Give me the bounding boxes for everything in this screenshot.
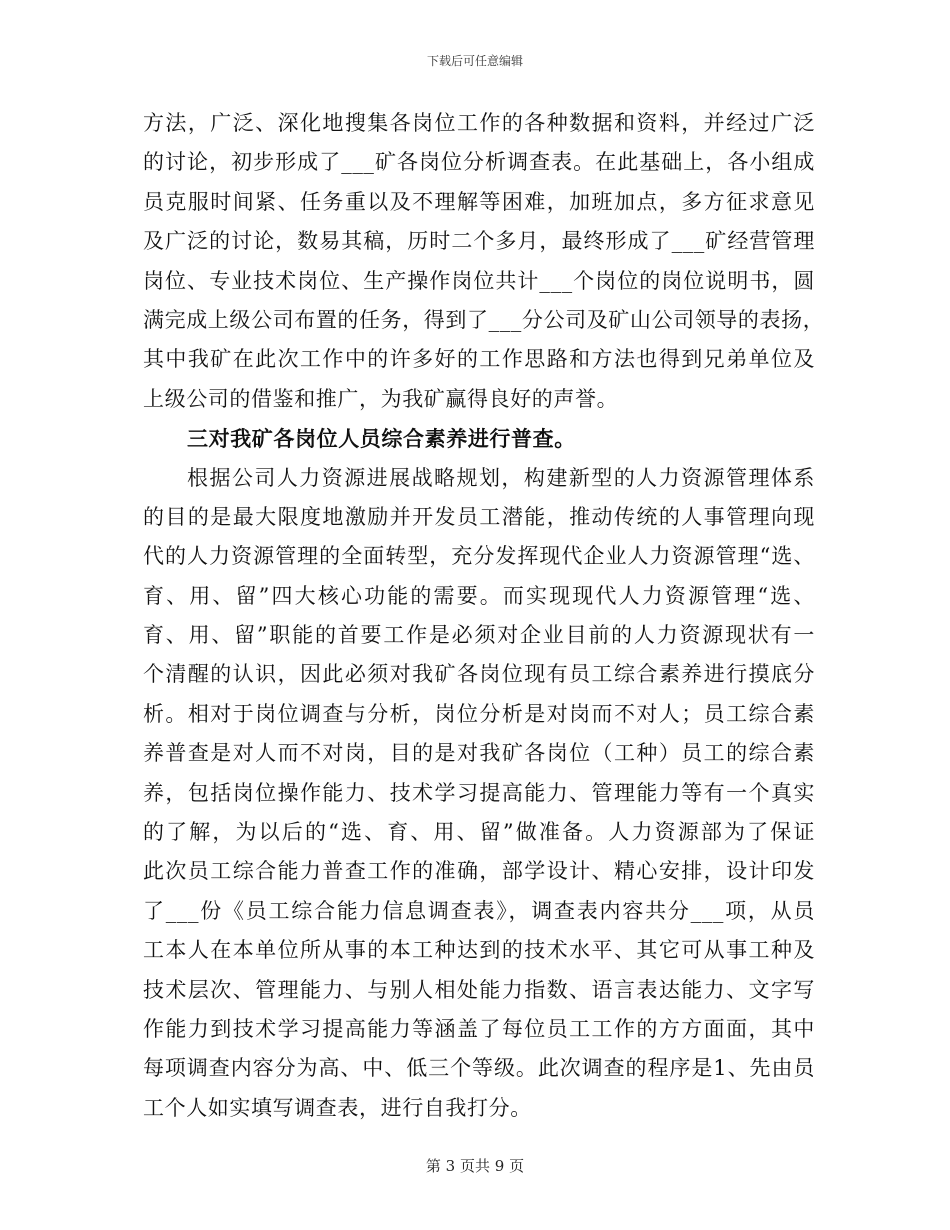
paragraph-line: 每项调查内容分为高、中、低三个等级。此次调查的程序是1、先由员: [143, 1056, 815, 1081]
paragraph-line: 工个人如实填写调查表，进行自我打分。: [143, 1095, 532, 1120]
paragraph-line: 了___份《员工综合能力信息调查表》，调查表内容共分___项，从员: [143, 898, 815, 923]
document-body: [143, 104, 825, 1128]
paragraph-line: 技术层次、管理能力、与别人相处能力指数、语言表达能力、文字写: [143, 977, 815, 1002]
paragraph-line: 作能力到技术学习提高能力等涵盖了每位员工工作的方方面面，其中: [143, 1016, 815, 1041]
paragraph-line: 根据公司人力资源进展战略规划，构建新型的人力资源管理体系: [187, 465, 815, 490]
section-heading: 三对我矿各岗位人员综合素养进行普查。: [187, 426, 576, 452]
paragraph-line: 的讨论，初步形成了___矿各岗位分析调查表。在此基础上，各小组成: [143, 150, 815, 175]
paragraph-line: 此次员工综合能力普查工作的准确，部学设计、精心安排，设计印发: [143, 859, 815, 884]
paragraph-line: 员克服时间紧、任务重以及不理解等困难，加班加点，多方征求意见: [143, 189, 815, 214]
paragraph-line: 的目的是最大限度地激励并开发员工潜能，推动传统的人事管理向现: [143, 504, 815, 529]
paragraph-line: 及广泛的讨论，数易其稿，历时二个多月，最终形成了___矿经营管理: [143, 229, 815, 254]
paragraph-line: 析。相对于岗位调查与分析，岗位分析是对岗而不对人；员工综合素: [143, 701, 815, 726]
page-header: 下载后可任意编辑: [426, 54, 523, 68]
paragraph-line: 养，包括岗位操作能力、技术学习提高能力、管理能力等有一个真实: [143, 780, 815, 805]
paragraph-line: 养普查是对人而不对岗，目的是对我矿各岗位（工种）员工的综合素: [143, 741, 815, 766]
paragraph-line: 上级公司的借鉴和推广，为我矿赢得良好的声誉。: [143, 386, 619, 411]
paragraph-line: 育、用、留”职能的首要工作是必须对企业目前的人力资源现状有一: [143, 623, 815, 648]
paragraph-line: 育、用、留”四大核心功能的需要。而实现现代人力资源管理“选、: [143, 583, 815, 608]
page-number: 第 3 页共 9 页: [425, 1157, 525, 1175]
paragraph-line: 个清醒的认识，因此必须对我矿各岗位现有员工综合素养进行摸底分: [143, 662, 815, 687]
paragraph-line: 的了解，为以后的“选、育、用、留”做准备。人力资源部为了保证: [143, 820, 815, 845]
paragraph-line: 代的人力资源管理的全面转型，充分发挥现代企业人力资源管理“选、: [143, 544, 815, 569]
paragraph-2: [143, 459, 815, 1129]
paragraph-1: [143, 104, 825, 419]
paragraph-line: 其中我矿在此次工作中的许多好的工作思路和方法也得到兄弟单位及: [143, 347, 815, 372]
paragraph-line: 工本人在本单位所从事的本工种达到的技术水平、其它可从事工种及: [143, 938, 815, 963]
paragraph-line: 满完成上级公司布置的任务，得到了___分公司及矿山公司领导的表扬，: [143, 307, 825, 332]
paragraph-line: 方法，广泛、深化地搜集各岗位工作的各种数据和资料，并经过广泛: [143, 111, 815, 135]
paragraph-line: 岗位、专业技术岗位、生产操作岗位共计___个岗位的岗位说明书，圆: [143, 268, 815, 293]
